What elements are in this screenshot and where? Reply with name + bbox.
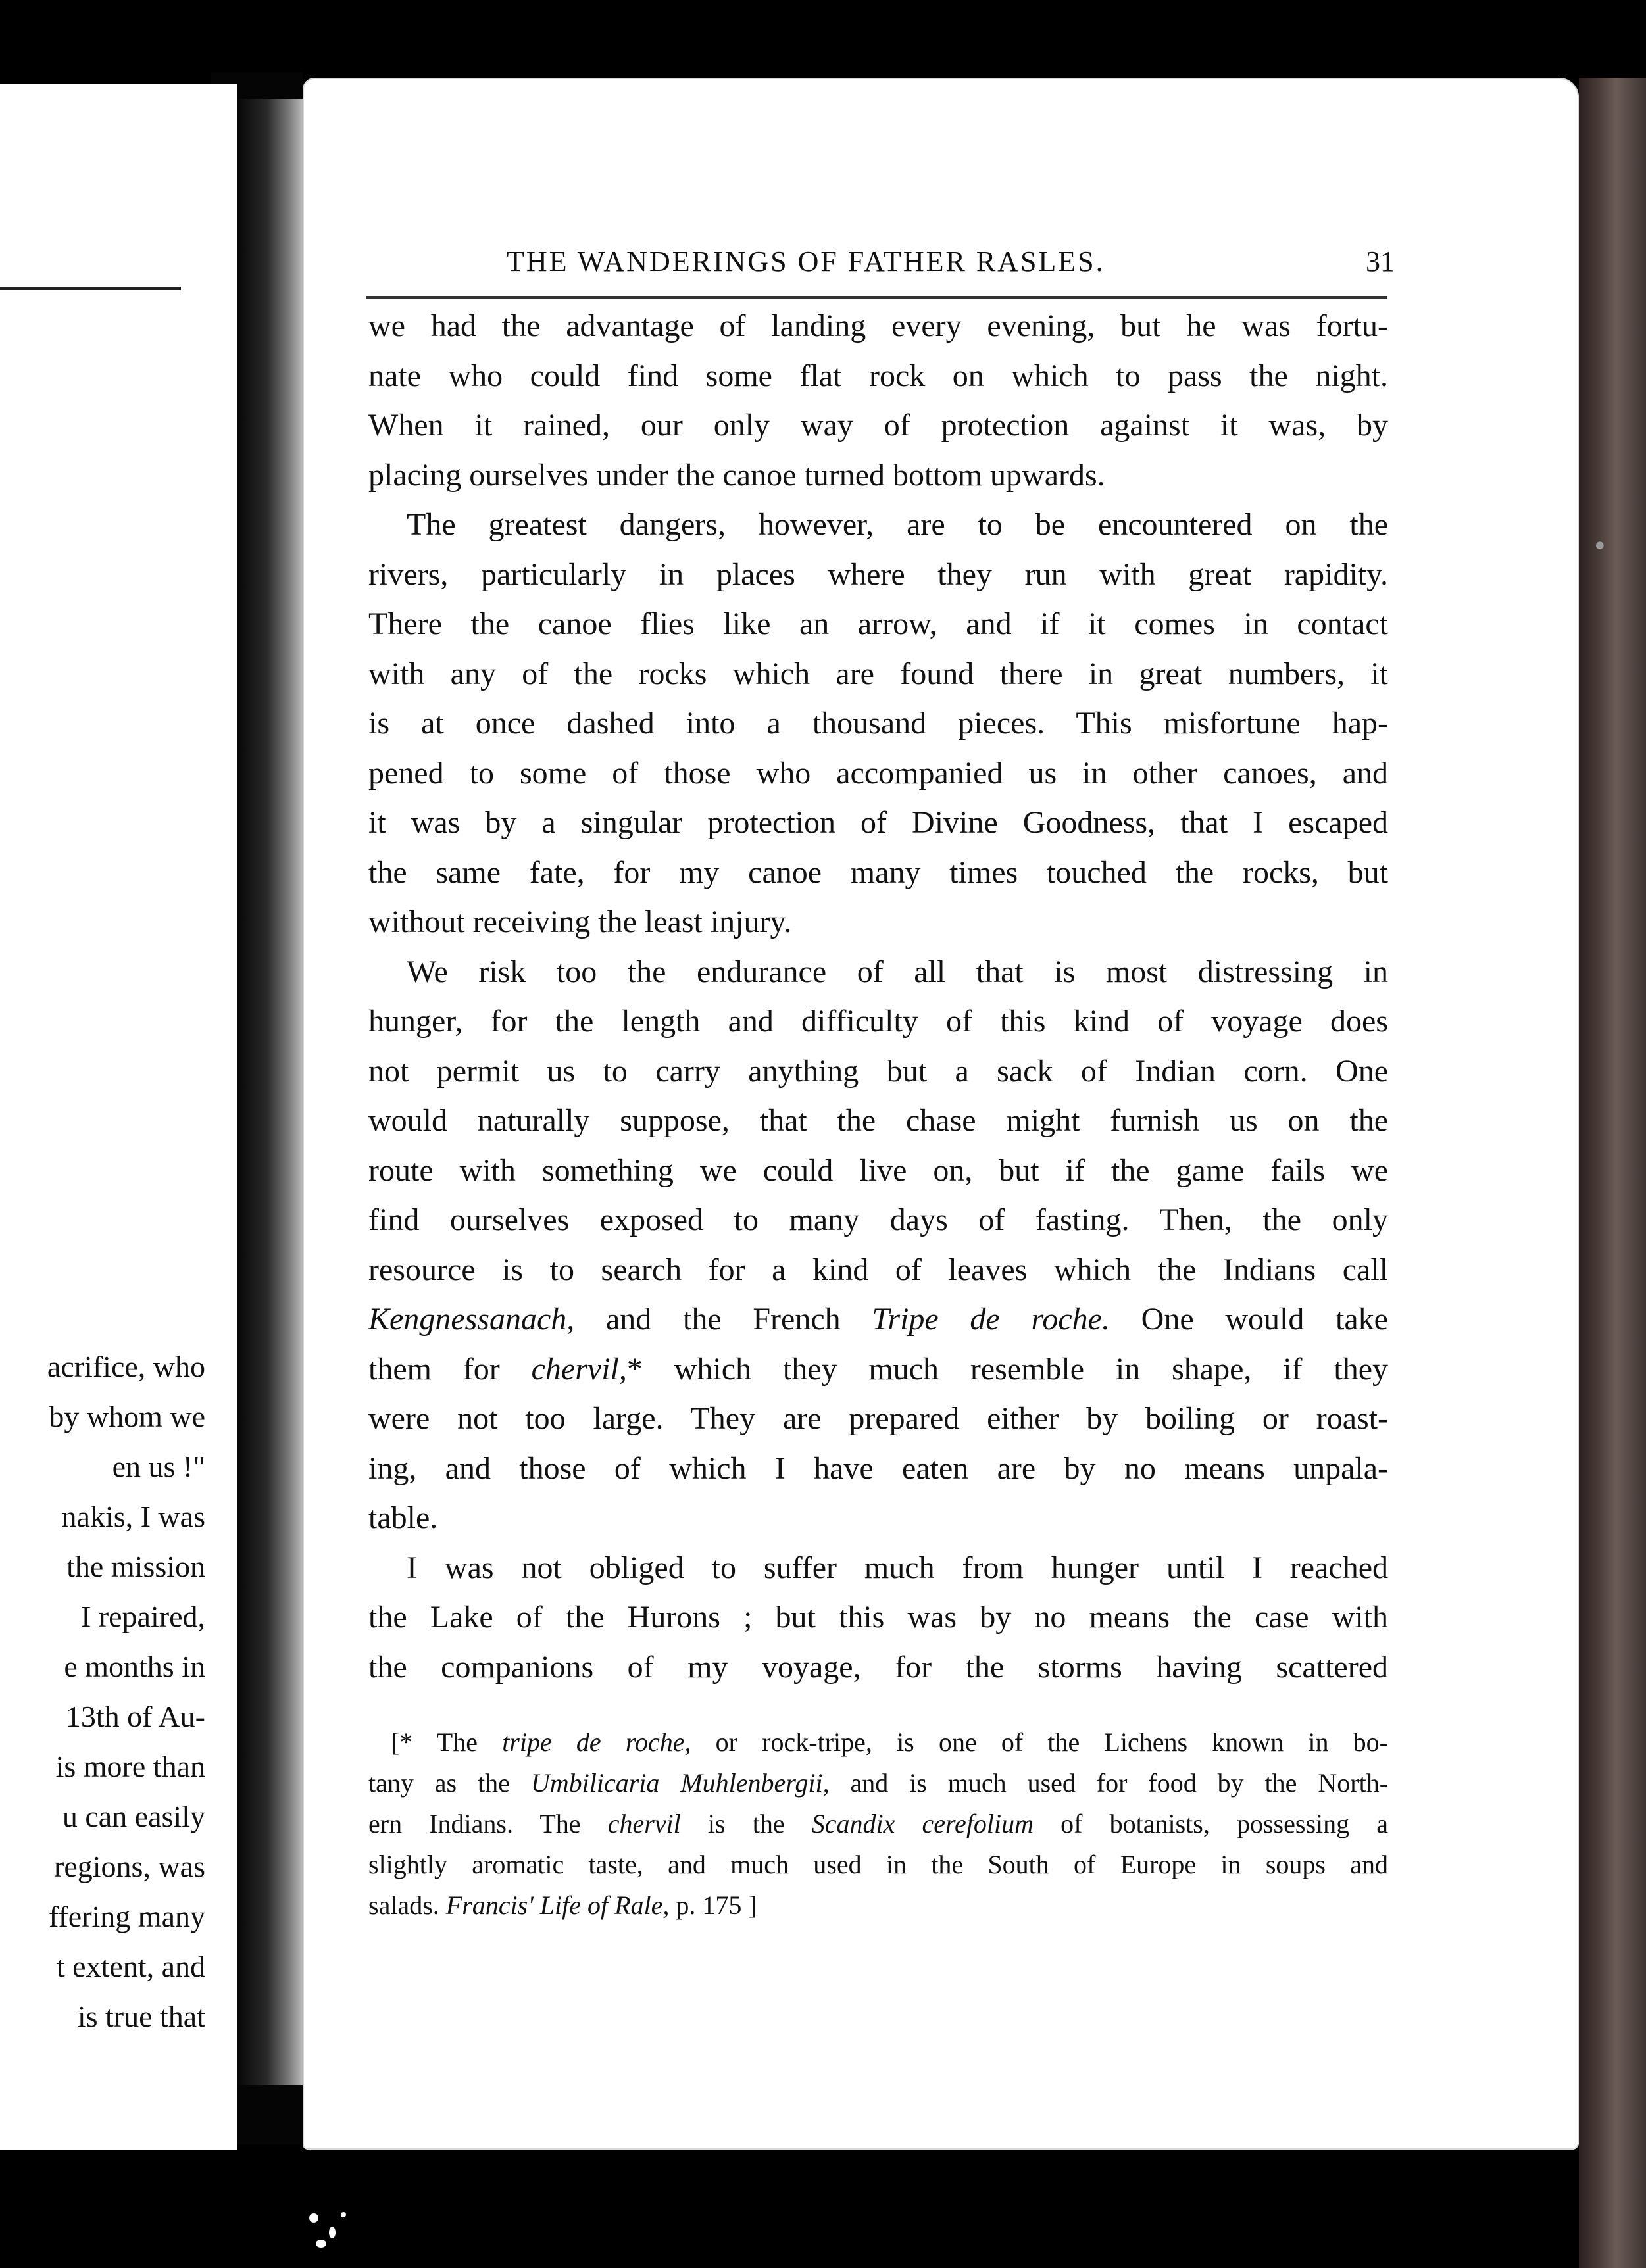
fn-fragment: [* The — [391, 1727, 503, 1757]
text-line: The greatest dangers, however, are to be encountered on the — [407, 507, 1388, 542]
text-line: it was by a singular protection of Divine Goodness, that I escaped — [368, 805, 1388, 840]
fn-fragment: ern Indians. The — [368, 1809, 608, 1838]
text-line-chervil — [368, 1344, 1388, 1394]
left-fragment: 13th of Au- — [65, 1700, 205, 1733]
left-fragment: en us !" — [112, 1450, 205, 1483]
left-fragment: by whom we — [49, 1400, 205, 1433]
text-line: the same fate, for my canoe many times touched the rocks, but — [368, 854, 1388, 890]
fn-fragment: or rock-tripe, is one of the Lichens known in bo- — [691, 1727, 1388, 1757]
fn-citation: Francis' Life of Rale, — [445, 1890, 670, 1920]
left-fragment: acrifice, who — [47, 1350, 205, 1383]
text-line: not permit us to carry anything but a sack of Indian corn. One — [368, 1053, 1388, 1089]
text-line: the companions of my voyage, for the storms having scattered — [368, 1649, 1388, 1685]
fn-fragment: salads. — [368, 1890, 446, 1920]
left-facing-page — [0, 84, 237, 2150]
footnote-line — [368, 1763, 1388, 1804]
text-line: We risk too the endurance of all that is most distressing in — [407, 954, 1388, 989]
paragraph-3 — [368, 947, 1388, 1543]
text-fragment: One would take — [1109, 1302, 1388, 1337]
term-tripe-de-roche: Tripe de roche. — [872, 1302, 1110, 1337]
speck — [329, 2227, 336, 2238]
left-fragment: I repaired, — [81, 1600, 205, 1633]
speck — [309, 2213, 318, 2223]
left-fragment: u can easily — [62, 1800, 205, 1833]
text-line: with any of the rocks which are found there in great numbers, it — [368, 656, 1388, 691]
text-line: without receiving the least injury. — [368, 904, 792, 939]
left-page-rule — [0, 287, 181, 290]
footnote-line — [368, 1804, 1388, 1844]
text-line: rivers, particularly in places where they run with great rapidity. — [368, 556, 1388, 592]
scan-specks — [303, 2207, 362, 2259]
left-fragment: is true that — [77, 2000, 205, 2033]
fn-fragment: is the — [680, 1809, 812, 1838]
left-fragment: regions, was — [54, 1850, 205, 1883]
paragraph-1 — [368, 301, 1388, 500]
text-line: placing ourselves under the canoe turned bottom upwards. — [368, 457, 1105, 493]
text-line: we had the advantage of landing every evening, but he was fortu- — [368, 308, 1388, 343]
left-page-text — [0, 1342, 205, 2042]
text-line: route with something we could live on, but if the game fails we — [368, 1152, 1388, 1188]
edge-speck: • — [1592, 531, 1608, 562]
running-head — [368, 245, 1395, 291]
left-fragment: ffering many — [48, 1900, 205, 1933]
text-line: is at once dashed into a thousand pieces. This misfortune hap- — [368, 706, 1388, 741]
fn-fragment: p. 175 ] — [669, 1890, 757, 1920]
text-line: There the canoe flies like an arrow, and if it comes in contact — [368, 606, 1388, 641]
left-fragment: nakis, I was — [61, 1500, 205, 1533]
fn-fragment: of botanists, possessing a — [1034, 1809, 1389, 1838]
paragraph-2 — [368, 500, 1388, 947]
text-line: hunger, for the length and difficulty of this kind of voyage does — [368, 1004, 1388, 1039]
footnote — [368, 1722, 1388, 1926]
speck — [341, 2212, 346, 2217]
text-fragment: * which they much resemble in shape, if they — [626, 1351, 1388, 1387]
running-title: THE WANDERINGS OF FATHER RASLES. — [507, 245, 1105, 278]
text-line: pened to some of those who accompanied us in other canoes, and — [368, 755, 1388, 791]
fn-fragment: and is much used for food by the North- — [829, 1768, 1389, 1798]
paragraph-4 — [368, 1543, 1388, 1692]
text-fragment: and the French — [574, 1302, 872, 1337]
left-fragment: e months in — [64, 1650, 205, 1683]
footnote-line: slightly aromatic taste, and much used in the South of Europe in soups and — [368, 1850, 1388, 1879]
text-line: I was not obliged to suffer much from hunger until I reached — [407, 1550, 1388, 1585]
text-line: When it rained, our only way of protection against it was, by — [368, 408, 1388, 443]
text-line: would naturally suppose, that the chase might furnish us on the — [368, 1103, 1388, 1138]
header-rule — [366, 296, 1387, 299]
fn-term: Umbilicaria Muhlenbergii, — [530, 1768, 830, 1798]
text-line: table. — [368, 1500, 438, 1535]
page-edge — [1579, 78, 1646, 2268]
text-line: resource is to search for a kind of leaves which the Indians call — [368, 1252, 1388, 1287]
term-kengnessanach: Kengnessanach, — [368, 1302, 575, 1337]
text-line: find ourselves exposed to many days of fasting. Then, the only — [368, 1202, 1388, 1237]
text-line: nate who could find some flat rock on which to pass the night. — [368, 358, 1388, 393]
speck — [316, 2240, 326, 2248]
left-fragment: the mission — [66, 1550, 205, 1583]
fn-term: Scandix cerefolium — [811, 1809, 1034, 1838]
left-fragment: t extent, and — [56, 1950, 205, 1983]
text-line-italic-terms — [368, 1294, 1388, 1344]
fn-term: chervil — [607, 1809, 681, 1838]
text-line: were not too large. They are prepared either by boiling or roast- — [368, 1401, 1388, 1436]
body-text — [368, 301, 1388, 1692]
left-fragment: is more than — [55, 1750, 205, 1783]
page-content — [368, 245, 1395, 1926]
footnote-line — [368, 1722, 1388, 1763]
text-line: the Lake of the Hurons ; but this was by no means the case with — [368, 1600, 1388, 1635]
term-chervil: chervil, — [531, 1351, 627, 1387]
page-number: 31 — [1366, 245, 1395, 278]
text-fragment: them for — [368, 1351, 532, 1387]
fn-fragment: tany as the — [368, 1768, 531, 1798]
text-line: ing, and those of which I have eaten are by no means unpala- — [368, 1450, 1388, 1486]
fn-term: tripe de roche, — [502, 1727, 691, 1757]
footnote-line — [368, 1885, 1388, 1926]
